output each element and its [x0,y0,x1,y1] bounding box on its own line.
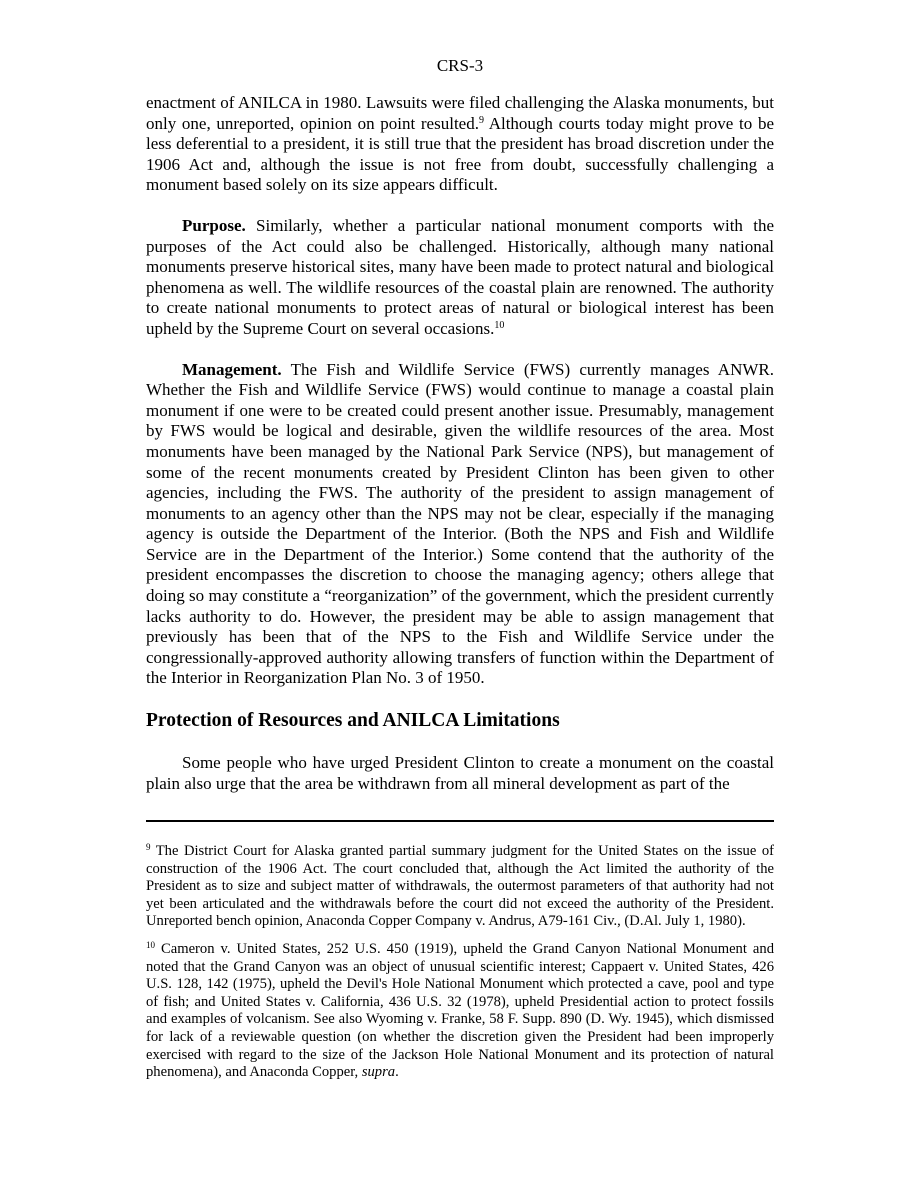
paragraph-protection [146,753,774,794]
section-heading: Protection of Resources and ANILCA Limitations [146,710,560,732]
runin-heading-management: Management. [182,359,282,379]
paragraph-text: Although courts today might prove to be less deferential to a president, it is still true that the president has broad discretion under the 1906 Act and, although the issue is not free from doubt, successfully challenging a monument based solely on its size appears difficult. [146,113,774,195]
footnote-9 [146,843,774,931]
footnote-separator [146,820,774,822]
footnote-end: . [395,1064,399,1081]
footnote-ref-10[interactable]: 10 [494,319,505,331]
footnote-number: 10 [146,939,155,950]
footnote-text: Cameron v. United States, 252 U.S. 450 (1919), upheld the Grand Canyon National Monument and noted that the Grand Canyon was an object of unusual scientific interest; Cappaert v. United States, 426 U.S. 128, 142 (1975), upheld the Devil's Hole National Monument which protected a cave, pool and type of fish; and United States v. California, 436 U.S. 32 (1978), upheld Presidential action to protect fossils and examples of volcanism. See also Wyoming v. Franke, 58 F. Supp. 890 (D. Wy. 1945), which dismissed for lack of a reviewable question (on whether the discretion given the President had been improperly exercised with regard to the size of the Jackson Hole National Monument and its protection of natural phenomena), and Anaconda Copper, [146,940,774,1081]
page-header: CRS-3 [436,56,484,75]
runin-heading-purpose: Purpose. [182,215,246,235]
footnote-10 [146,941,774,1082]
footnote-text: The District Court for Alaska granted partial summary judgment for the United States on the issue of construction of the 1906 Act. The court concluded that, although the Act limited the authority of the President as to size and subject matter of withdrawals, the outermost parameters of that authority had not yet been articulated and the withdrawals before the court did not exceed the authority of the President. Unreported bench opinion, Anaconda Copper Company v. Andrus, A79-161 Civ., (D.Al. July 1, 1980). [146,843,774,930]
paragraph-text: Some people who have urged President Clinton to create a monument on the coastal plain also urge that the area be withdrawn from all mineral development as part of the [146,753,774,793]
paragraph-management [146,360,774,690]
paragraph-purpose [146,216,774,340]
body-text [146,93,774,814]
footnotes [146,843,774,1092]
paragraph-text: enactment of ANILCA in 1980. Lawsuits were filed challenging the Alaska monuments, but only one, unreported, opinion on point resulted. [146,93,774,133]
paragraph-text: The Fish and Wildlife Service (FWS) currently manages ANWR. Whether the Fish and Wildlife Service (FWS) would continue to manage a coastal plain monument if one were to be created could present another issue. Presumably, management by FWS would be logical and desirable, given the wildlife resources of the area. Most monuments have been managed by the National Park Service (NPS), but management of some of the recent monuments created by President Clinton has been given to other agencies, including the FWS. The authority of the president to assign management of monuments to an agency other than the NPS may not be clear, especially if the managing agency is outside the Department of the Interior. (Both the NPS and Fish and Wildlife Service are in the Department of the Interior.) Some contend that the authority of the president encompasses the discretion to choose the managing agency; others allege that doing so may constitute a “reorganization” of the government, which the president currently lacks authority to do. However, the president may be able to assign management that previously has been that of the NPS to the Fish and Wildlife Service under the congressionally-approved authority allowing transfers of function within the Department of the Interior in Reorganization Plan No. 3 of 1950. [146,359,774,688]
paragraph-size [146,93,774,196]
footnote-ref-9[interactable]: 9 [478,114,484,126]
paragraph-text: Similarly, whether a particular national monument comports with the purposes of the Act could also be challenged. Historically, although many national monuments preserve historical sites, many have been made to protect natural and biological phenomena as well. The wildlife resources of the coastal plain are renowned. The authority to create national monuments to protect areas of natural or biological interest has been upheld by the Supreme Court on several occasions. [146,215,774,338]
footnote-italic-supra: supra [361,1064,396,1081]
footnote-number: 9 [146,842,151,852]
